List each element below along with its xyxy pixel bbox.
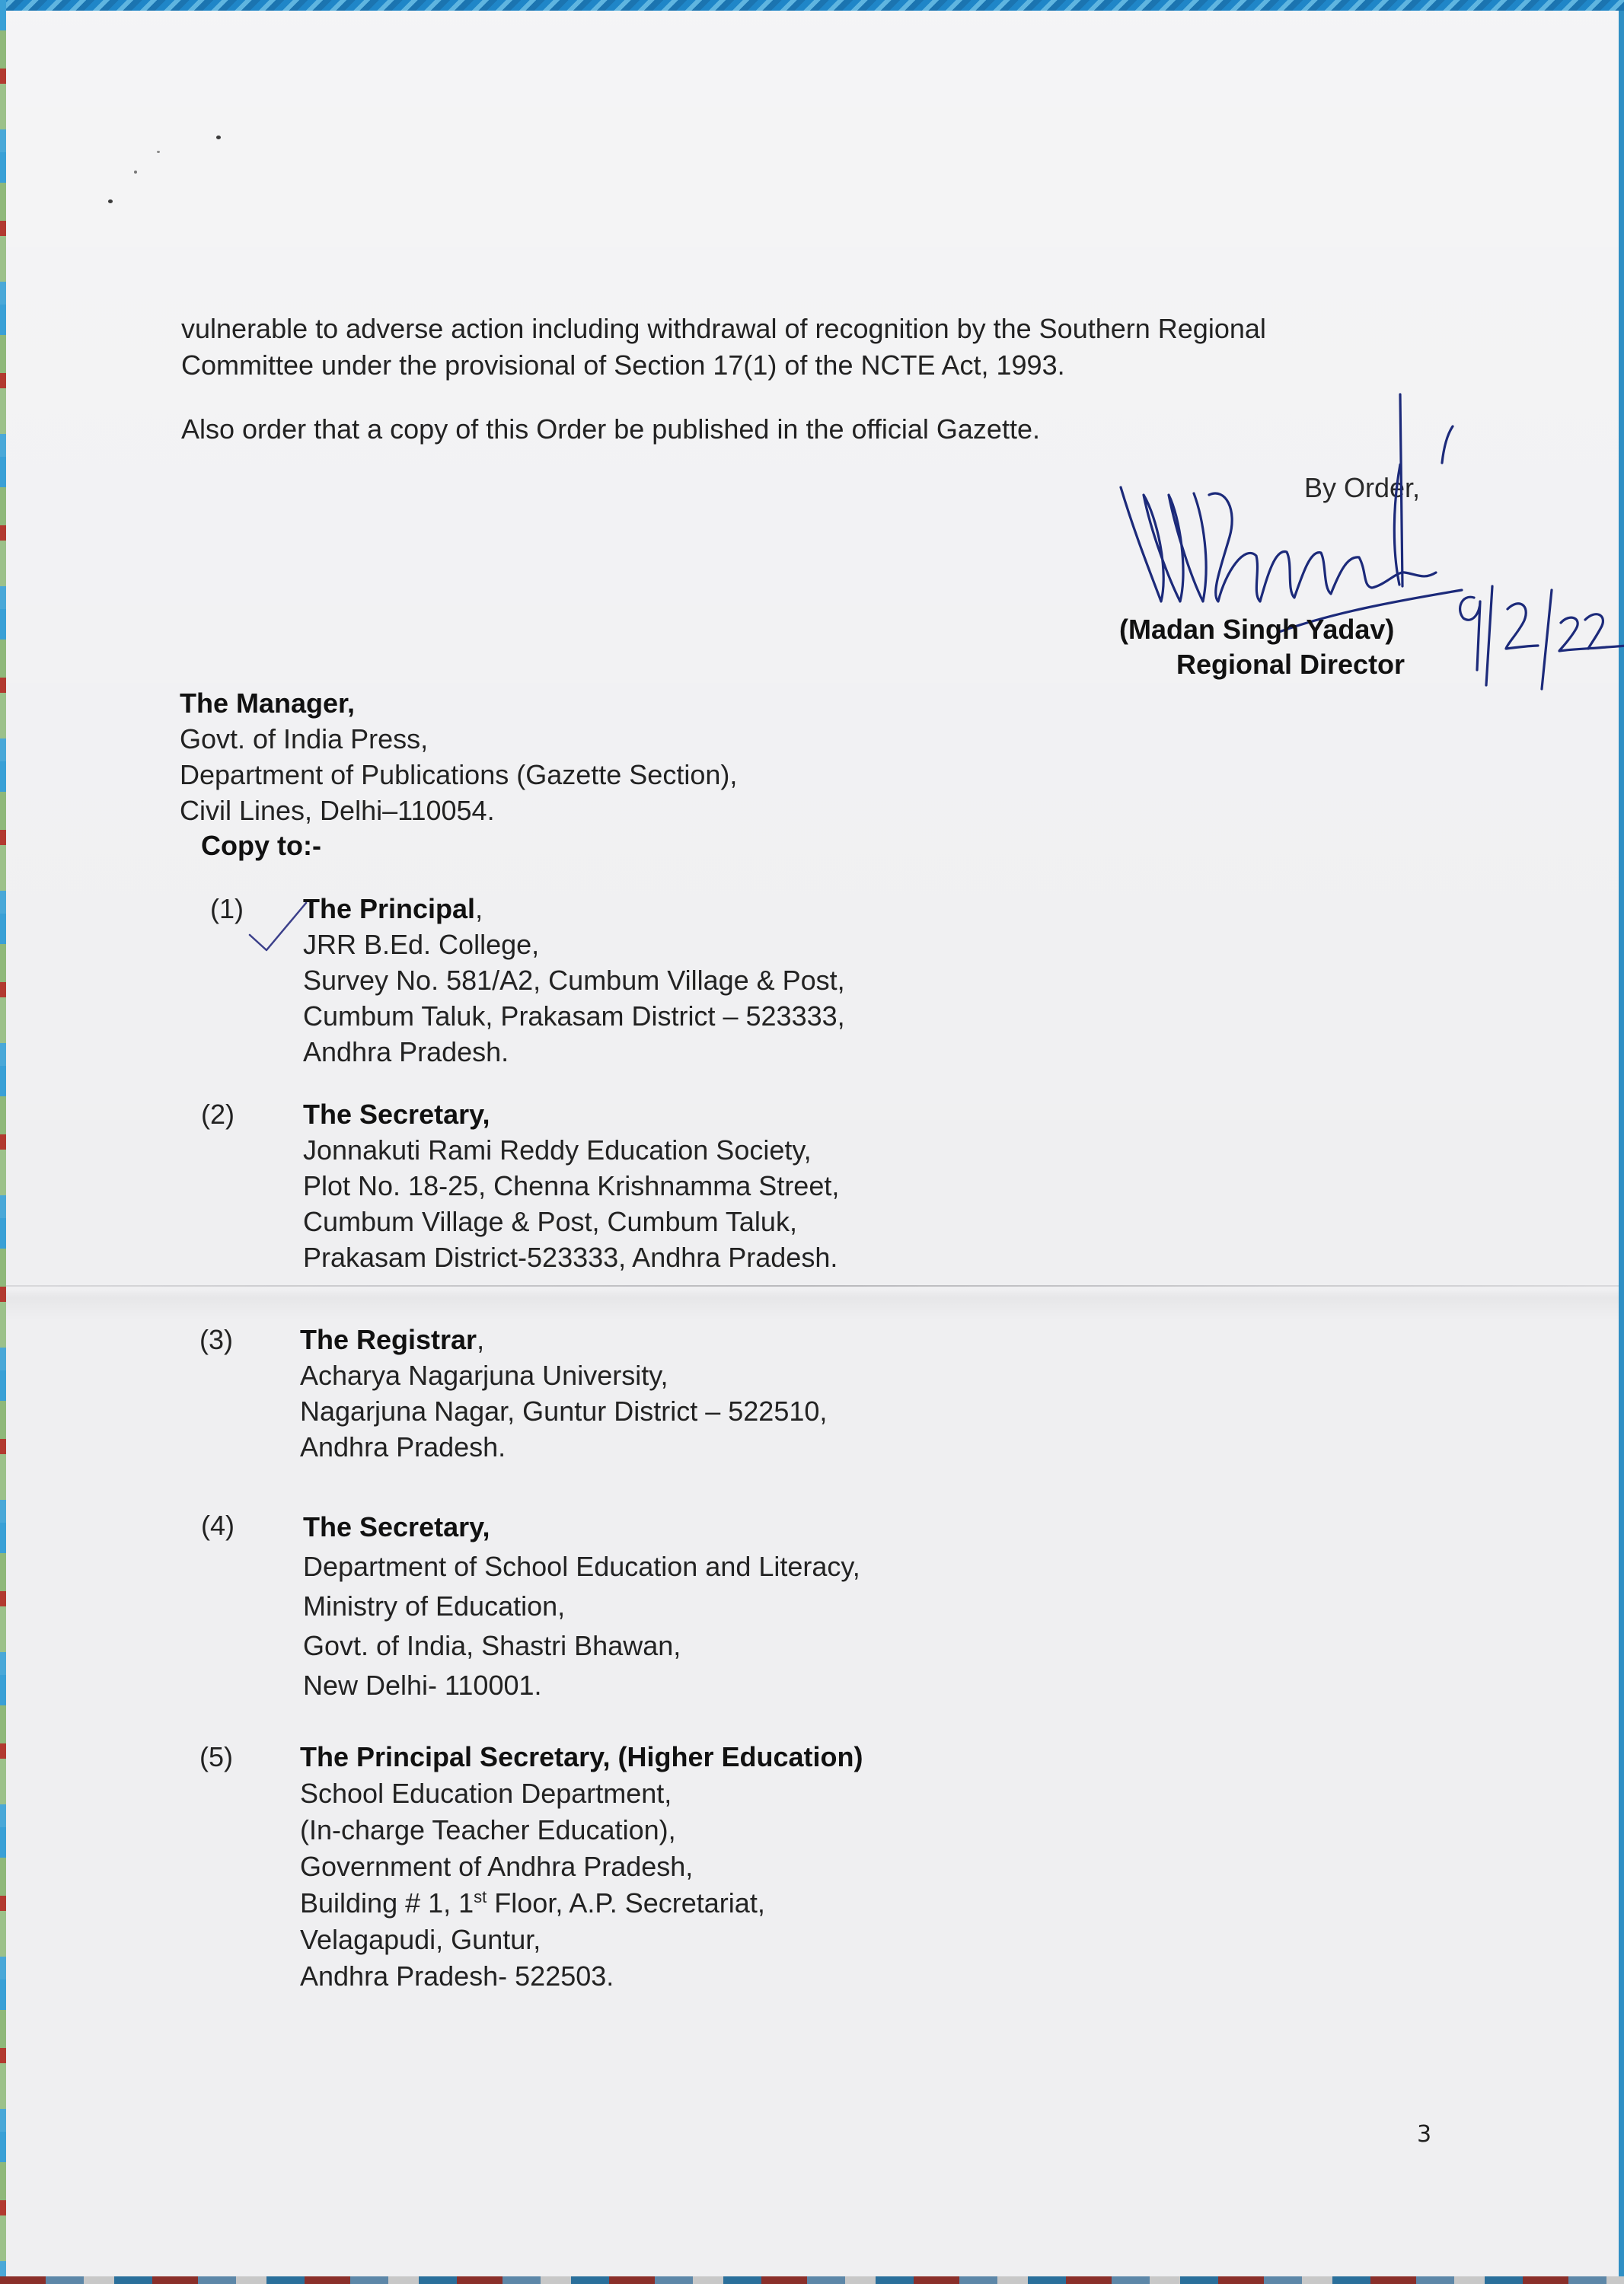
recipient-title-suffix: ,	[475, 893, 483, 924]
addressee-line: Department of Publications (Gazette Section),	[180, 759, 738, 790]
recipient-line: JRR B.Ed. College,	[303, 929, 540, 960]
body-paragraph-2: Also order that a copy of this Order be published in the official Gazette.	[181, 413, 1040, 445]
recipient-line: Andhra Pradesh- 522503.	[300, 1960, 614, 1992]
recipient-line: Plot No. 18-25, Chenna Krishnamma Street,	[303, 1170, 840, 1201]
building-line-superscript: st	[474, 1887, 487, 1906]
recipient-line: Andhra Pradesh.	[303, 1036, 509, 1067]
recipient-line: Velagapudi, Guntur,	[300, 1924, 541, 1955]
recipient-line: Government of Andhra Pradesh,	[300, 1851, 694, 1882]
recipient-number: (2)	[201, 1099, 235, 1130]
copy-to-label: Copy to:-	[201, 830, 321, 861]
recipient-line: School Education Department,	[300, 1778, 672, 1809]
recipient-line: Nagarjuna Nagar, Guntur District – 522510,	[300, 1396, 828, 1427]
addressee-line: Civil Lines, Delhi–110054.	[180, 795, 495, 826]
recipient-title: The Secretary,	[303, 1511, 490, 1542]
handwritten-tick-icon	[244, 898, 327, 959]
addressee-line: Govt. of India Press,	[180, 723, 429, 754]
recipient-building-line	[300, 1885, 863, 1922]
addressee-title: The Manager,	[180, 687, 356, 719]
recipient-number: (1)	[210, 893, 244, 924]
background-cloth-bottom	[0, 2276, 1624, 2284]
by-order-label: By Order,	[1304, 472, 1421, 503]
page-number: 3	[1417, 2121, 1432, 2148]
recipient-line: Andhra Pradesh.	[300, 1431, 506, 1463]
building-line-after: Floor, A.P. Secretariat,	[487, 1887, 765, 1919]
recipient-title: The Principal Secretary, (Higher Education)	[300, 1741, 863, 1772]
paper-fold-line	[6, 1285, 1619, 1287]
body-paragraph-1-line-2: Committee under the provisional of Section 17(1) of the NCTE Act, 1993.	[181, 349, 1065, 381]
recipient-line: Cumbum Village & Post, Cumbum Taluk,	[303, 1206, 797, 1237]
recipient-line: Jonnakuti Rami Reddy Education Society,	[303, 1134, 812, 1166]
recipient-line: New Delhi- 110001.	[303, 1670, 542, 1701]
building-line-before: Building # 1, 1	[300, 1887, 474, 1919]
recipient-number: (5)	[199, 1741, 233, 1772]
recipient-line: (In-charge Teacher Education),	[300, 1814, 676, 1845]
body-paragraph-1	[181, 311, 1266, 384]
signatory-name: (Madan Singh Yadav)	[1119, 614, 1395, 645]
addressee-block	[180, 685, 737, 828]
recipient-line: Prakasam District-523333, Andhra Pradesh.	[303, 1242, 838, 1273]
recipient-number: (4)	[201, 1510, 235, 1541]
recipient-line: Cumbum Taluk, Prakasam District – 523333,	[303, 1000, 845, 1032]
recipient-line: Department of School Education and Literacy,	[303, 1551, 860, 1582]
recipient-line: Ministry of Education,	[303, 1590, 566, 1622]
recipient-title: The Registrar	[300, 1324, 477, 1355]
background-cloth-left	[0, 0, 6, 2284]
recipient-title-suffix: ,	[477, 1324, 485, 1355]
recipient-title: The Principal	[303, 893, 476, 924]
recipient-line: Govt. of India, Shastri Bhawan,	[303, 1630, 681, 1661]
background-cloth-top	[0, 0, 1624, 11]
body-paragraph-1-line-1: vulnerable to adverse action including withdrawal of recognition by the Southern Regional	[181, 313, 1266, 344]
recipient-line: Acharya Nagarjuna University,	[300, 1360, 668, 1391]
recipient-number: (3)	[199, 1324, 233, 1355]
signatory-designation: Regional Director	[1176, 649, 1405, 680]
recipient-line: Survey No. 581/A2, Cumbum Village & Post,	[303, 965, 845, 996]
recipient-title: The Secretary,	[303, 1099, 490, 1130]
